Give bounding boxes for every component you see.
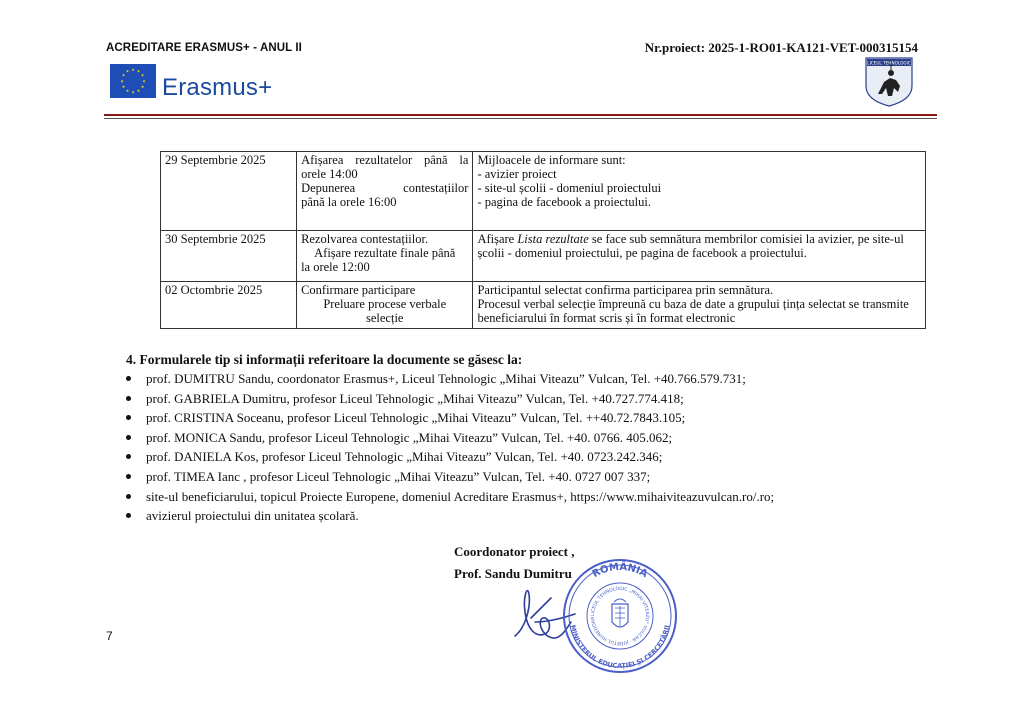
activity-cell: Afișarea rezultatelor până la orele 14:00 Depunerea contestațiilor până la orele 16:00: [297, 152, 473, 231]
coordinator-name: Prof. Sandu Dumitru: [454, 566, 572, 581]
schedule-table: [160, 151, 926, 329]
erasmus-plus-logo-text: Erasmus+: [162, 74, 273, 101]
list-item: avizierul proiectului din unitatea școlară.: [126, 508, 774, 528]
svg-text:★: ★: [120, 78, 124, 84]
list-item: prof. CRISTINA Soceanu, profesor Liceul Tehnologic „Mihai Viteazu” Vulcan, Tel. ++40.72.7843.105;: [126, 410, 774, 430]
school-crest-logo: [864, 56, 914, 108]
reference-list: [126, 371, 774, 528]
svg-text:★: ★: [140, 72, 145, 78]
bullet-icon: [126, 415, 131, 420]
svg-text:ROMÂNIA: ROMÂNIA: [590, 561, 650, 581]
list-item: prof. DUMITRU Sandu, coordonator Erasmus+, Liceul Tehnologic „Mihai Viteazu” Vulcan, Tel. +40.766.579.731;: [126, 371, 774, 391]
bullet-icon: [126, 435, 131, 440]
svg-text:★: ★: [131, 89, 135, 95]
bullet-icon: [126, 454, 131, 459]
bullet-icon: [126, 474, 131, 479]
svg-text:★: ★: [125, 68, 130, 74]
header-rule-thin: [104, 118, 937, 119]
details-cell: Afișare Lista rezultate se face sub semnătura membrilor comisiei la avizier, pe site-ul școlii - domeniul proiectului, pe pagina de facebook a proiectului.: [473, 231, 926, 282]
header-rule-thick: [104, 114, 937, 116]
activity-cell: Confirmare participare Preluare procese verbale selecție: [297, 282, 473, 329]
svg-text:★: ★: [136, 88, 141, 93]
svg-text:★: ★: [140, 84, 145, 89]
details-cell: Mijloacele de informare sunt: - avizier proiect - site-ul școlii - domeniul proiectului - pagina de facebook a proiectului.: [473, 152, 926, 231]
svg-text:LICEUL TEHNOLOGIC: LICEUL TEHNOLOGIC: [867, 60, 911, 66]
section-heading: 4. Formularele tip si informații referitoare la documente se găsesc la:: [126, 352, 523, 367]
page-number: 7: [106, 629, 113, 643]
bullet-icon: [126, 513, 131, 518]
program-title: ACREDITARE ERASMUS+ - ANUL II: [106, 42, 302, 54]
bullet-icon: [126, 396, 131, 401]
project-number: Nr.proiect: 2025-1-RO01-KA121-VET-000315154: [644, 40, 918, 55]
list-item: site-ul beneficiarului, topicul Proiecte Europene, domeniul Acreditare Erasmus+, https://www.mihaiviteazuvulcan.ro/.ro;: [126, 489, 774, 509]
svg-text:★: ★: [121, 72, 126, 78]
list-item: prof. TIMEA Ianc , profesor Liceul Tehnologic „Mihai Viteazu” Vulcan, Tel. +40. 0727 007 337;: [126, 469, 774, 489]
bullet-icon: [126, 494, 131, 499]
date-cell: 02 Octombrie 2025: [161, 282, 297, 329]
svg-text:★: ★: [142, 78, 146, 84]
table-row: [161, 231, 926, 282]
coordinator-title: Coordonator proiect ,: [454, 544, 575, 559]
table-row: [161, 282, 926, 329]
svg-text:★: ★: [136, 68, 141, 74]
bullet-icon: [126, 376, 131, 381]
svg-text:★: ★: [121, 84, 126, 89]
list-item: prof. MONICA Sandu, profesor Liceul Tehnologic „Mihai Viteazu” Vulcan, Tel. +40. 0766. 405.062;: [126, 430, 774, 450]
svg-text:MINISTERUL EDUCAȚIEI ȘI CERCET: MINISTERUL EDUCAȚIEI ȘI CERCETĂRII: [568, 624, 672, 671]
eu-flag-logo: [110, 64, 156, 98]
svg-text:★: ★: [125, 88, 130, 93]
table-row: [161, 152, 926, 231]
activity-cell: Rezolvarea contestațiilor. Afișare rezultate finale până la orele 12:00: [297, 231, 473, 282]
date-cell: 30 Septembrie 2025: [161, 231, 297, 282]
date-cell: 29 Septembrie 2025: [161, 152, 297, 231]
svg-text:LICEUL TEHNOLOGIC „MIHAI VITEA: LICEUL TEHNOLOGIC „MIHAI VITEAZU” VULCAN · JUDEȚUL HUNEDOAR: [590, 586, 650, 646]
details-cell: Participantul selectat confirma participarea prin semnătura. Procesul verbal selecție împreună cu baza de date a grupului țința selectat se transmite beneficiarului în format scris și în format electronic: [473, 282, 926, 329]
list-item: prof. GABRIELA Dumitru, profesor Liceul Tehnologic „Mihai Viteazu” Vulcan, Tel. +40.727.774.418;: [126, 391, 774, 411]
svg-text:★: ★: [131, 67, 135, 72]
list-item: prof. DANIELA Kos, profesor Liceul Tehnologic „Mihai Viteazu” Vulcan, Tel. +40. 0723.242.346;: [126, 449, 774, 469]
official-stamp: [560, 556, 680, 676]
